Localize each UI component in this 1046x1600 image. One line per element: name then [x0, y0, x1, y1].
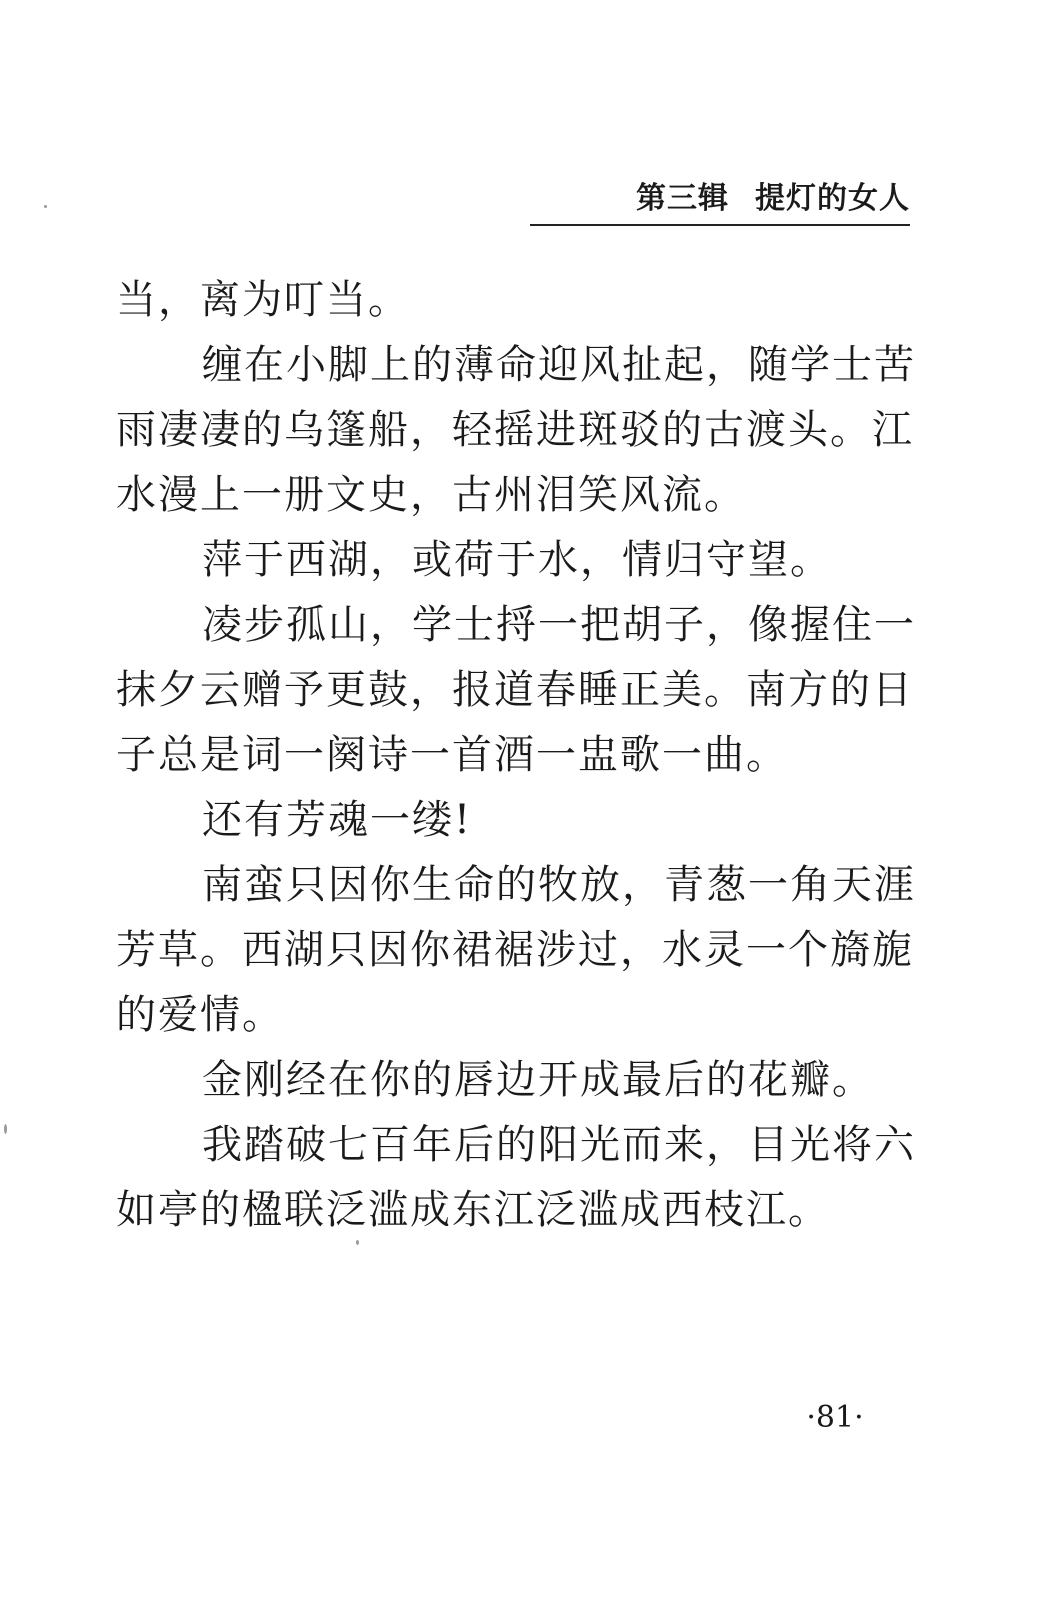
text-line: 子总是词一阕诗一首酒一盅歌一曲。 — [116, 732, 788, 778]
scan-speck — [356, 1240, 359, 1245]
page-number: ·81· — [806, 1400, 864, 1435]
text-line: 芳草。西湖只因你裙裾涉过，水灵一个旖旎 — [116, 927, 914, 973]
header-title: 提灯的女人 — [755, 181, 910, 216]
text-line: 如亭的楹联泛滥成东江泛滥成西枝江。 — [116, 1187, 830, 1233]
text-line: 缠在小脚上的薄命迎风扯起，随学士苦 — [202, 342, 916, 388]
scan-speck — [4, 1124, 7, 1134]
text-line: 萍于西湖，或荷于水，情归守望。 — [202, 537, 832, 583]
text-line: 南蛮只因你生命的牧放，青葱一角天涯 — [202, 862, 916, 908]
text-line: 还有芳魂一缕! — [202, 797, 473, 843]
text-line: 凌步孤山，学士捋一把胡子，像握住一 — [202, 602, 916, 648]
text-line: 我踏破七百年后的阳光而来，目光将六 — [202, 1122, 916, 1168]
text-line: 的爱情。 — [116, 992, 284, 1038]
text-line: 雨凄凄的乌篷船，轻摇进斑驳的古渡头。江 — [116, 407, 914, 453]
header-section: 第三辑 — [636, 181, 729, 216]
scan-speck — [44, 205, 47, 208]
text-line: 当，离为叮当。 — [116, 277, 410, 323]
running-header — [530, 176, 910, 226]
text-line: 金刚经在你的唇边开成最后的花瓣。 — [202, 1057, 874, 1103]
text-line: 水漫上一册文史，古州泪笑风流。 — [116, 472, 746, 518]
text-line: 抹夕云赠予更鼓，报道春睡正美。南方的日 — [116, 667, 914, 713]
body-text — [116, 268, 916, 1243]
